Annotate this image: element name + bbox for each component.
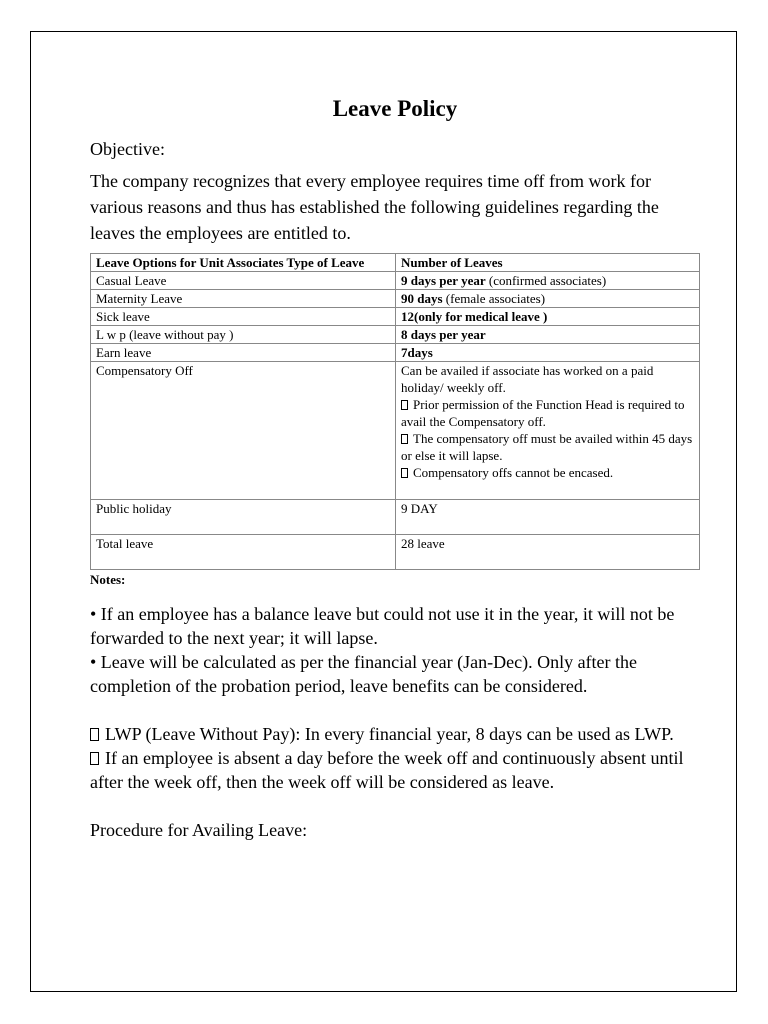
leave-type-cell: L w p (leave without pay ) [91,326,396,344]
leave-count-cell [396,308,700,326]
table-row [91,500,700,535]
table-row [91,326,700,344]
leave-count-cell: 9 DAY [396,500,700,535]
leave-count-note: (female associates) [442,291,546,306]
leave-count-cell [396,272,700,290]
leave-table [90,253,700,570]
document-content [90,92,700,842]
table-row [91,344,700,362]
objective-label: Objective: [90,139,165,159]
checkbox-glyph-icon [90,752,99,765]
note-item [90,722,700,746]
leave-type-cell: Total leave [91,535,396,570]
intro-paragraph: The company recognizes that every employee requires time off from work for various reasons and thus has established the following guidelines regarding the leaves the employees are entitled to. [90,171,659,243]
compensatory-details-cell [396,362,700,500]
leave-count-note: (confirmed associates) [485,273,607,288]
leave-count-cell [396,344,700,362]
compensatory-line-text: Compensatory offs cannot be encased. [413,465,614,480]
compensatory-line [401,396,694,430]
compensatory-line-text: The compensatory off must be availed within 45 days or else it will lapse. [401,431,693,463]
checkbox-glyph-icon [401,400,408,410]
leave-type-cell: Earn leave [91,344,396,362]
leave-type-cell: Casual Leave [91,272,396,290]
table-row [91,308,700,326]
checkbox-glyph-icon [401,468,408,478]
leave-count-bold: 8 days per year [401,327,486,342]
notes-bullets [90,602,700,698]
checkbox-glyph-icon [90,728,99,741]
leave-count-bold: 9 days per year [401,273,486,288]
table-header-row [91,254,700,272]
note-item [90,746,700,794]
leave-count-bold: 12(only for medical leave ) [401,309,548,324]
table-header-number: Number of Leaves [396,254,700,272]
leave-count-bold: 7days [401,345,433,360]
table-header-type: Leave Options for Unit Associates Type of Leave [91,254,396,272]
note-item-text: If an employee is absent a day before the week off and continuously absent until after the week off, then the week off will be considered as leave. [90,748,684,792]
procedure-heading: Procedure for Availing Leave: [90,820,308,840]
leave-count-cell [396,290,700,308]
table-row [91,362,700,500]
note-bullet: • Leave will be calculated as per the financial year (Jan-Dec). Only after the completion of the probation period, leave benefits can be considered. [90,652,638,696]
leave-type-cell: Sick leave [91,308,396,326]
leave-type-cell: Public holiday [91,500,396,535]
document-title: Leave Policy [332,96,458,121]
table-row [91,272,700,290]
leave-count-bold: 90 days [401,291,443,306]
table-row [91,535,700,570]
compensatory-line [401,464,694,481]
leave-count-cell: 28 leave [396,535,700,570]
table-row [91,290,700,308]
leave-type-cell: Compensatory Off [91,362,396,500]
leave-type-cell: Maternity Leave [91,290,396,308]
notes-items [90,722,700,794]
compensatory-line-text: Prior permission of the Function Head is required to avail the Compensatory off. [401,397,685,429]
note-bullet: • If an employee has a balance leave but could not use it in the year, it will not be forwarded to the next year; it will lapse. [90,604,675,648]
notes-label: Notes: [90,572,126,587]
compensatory-line [401,430,694,464]
note-item-text: LWP (Leave Without Pay): In every financial year, 8 days can be used as LWP. [105,724,674,744]
compensatory-line: Can be availed if associate has worked on a paid holiday/ weekly off. [401,363,654,395]
leave-count-cell [396,326,700,344]
checkbox-glyph-icon [401,434,408,444]
